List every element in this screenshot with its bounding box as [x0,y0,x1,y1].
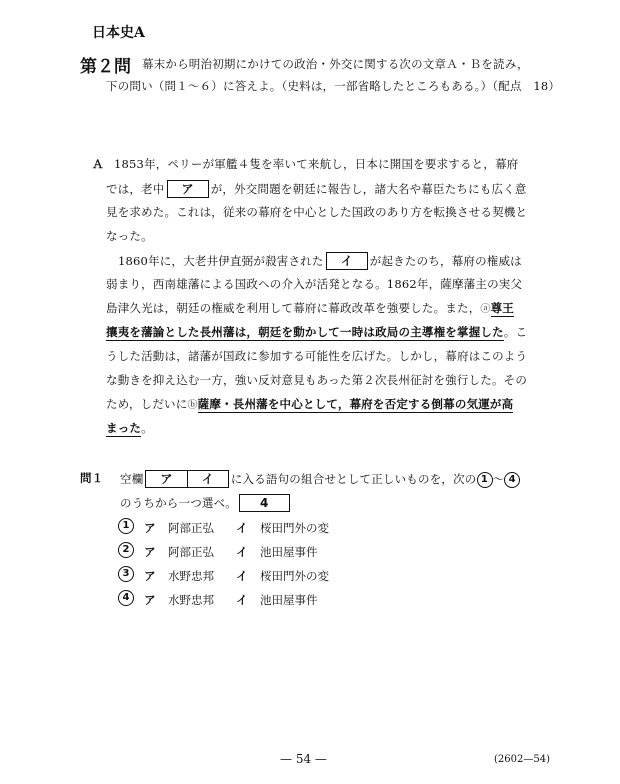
passage-line-10: な動きを抑え込む一方，強い反対意見もあった第２次長州征討を強行した。その [106,373,528,387]
option-number: 4 [118,590,134,606]
underlined-text-b-2: まった [106,421,142,435]
option-value-a: 阿部正弘 [168,521,214,535]
question-intro-2: 下の問い（問１～６）に答えよ。（史料は，一部省略したところもある。）（配点 18） [106,79,561,93]
passage-line-5b: が起きたのち，幕府の権威は [369,254,522,268]
passage-line-7 [106,300,514,316]
subject-header: 日本史A [92,25,145,41]
option-number: 3 [118,566,134,582]
q1-box-a: ア [145,470,187,488]
blank-box-i: イ [326,252,368,270]
passage-line-11 [106,396,513,412]
page-number: — 54 — [280,752,327,766]
option-key-a: ア [144,593,156,607]
option-value-a: 水野忠邦 [168,593,214,607]
passage-line-5a: 1860年に，大老井伊直弼が殺害された [118,254,324,268]
q1-stem-line-1 [120,470,520,488]
option-key-i: イ [236,521,248,535]
passage-line-2 [106,180,527,198]
option-key-i: イ [236,569,248,583]
passage-marker: Ａ [92,157,104,171]
option-value-i: 桜田門外の変 [260,521,329,535]
option-key-a: ア [144,521,156,535]
option-key-i: イ [236,545,248,559]
option-number: 2 [118,542,134,558]
option-value-i: 池田屋事件 [260,593,318,607]
answer-box: 4 [239,494,290,512]
passage-line-4: なった。 [106,229,153,243]
underlined-text-a-2: 攘夷を藩論とした長州藩は，朝廷を動かして一時は政局の主導権を掌握した [106,325,504,339]
option-key-a: ア [144,569,156,583]
option-key-i: イ [236,593,248,607]
circled-number-4: 4 [504,472,520,488]
passage-line-3: 見を求めた。これは，従来の幕府を中心とした国政のあり方を転換させる契機と [106,205,528,219]
passage-line-1: 1853年，ペリーが軍艦４隻を率いて来航し，日本に開国を要求すると，幕府 [114,157,519,171]
passage-line-12 [106,420,153,436]
passage-line-11a: ため，しだいに [106,397,188,411]
q1-text-b: に入る語句の組合せとして正しいものを，次の [230,472,477,486]
q1-tilde: ～ [492,472,505,486]
passage-line-12b: 。 [141,421,153,435]
underlined-text-b-1: 薩摩・長州藩を中心として，幕府を否定する倒幕の気運が高 [197,397,514,411]
question-intro-1: 幕末から明治初期にかけての政治・外交に関する次の文章Ａ・Ｂを読み， [142,57,529,71]
underlined-text-a-1: 尊王 [490,301,515,315]
option-number: 1 [118,518,134,534]
passage-line-9: うした活動は，諸藩が国政に参加する可能性を広げた。しかし，幕府はこのよう [106,349,528,363]
q1-box-i: イ [187,470,229,488]
q1-label: 問１ [80,471,104,485]
passage-line-6: 弱まり，西南雄藩による国政への介入が活発となる。1862年，薩摩藩主の実父 [106,277,523,291]
q1-stem-line-2 [120,494,292,512]
option-value-a: 阿部正弘 [168,545,214,559]
passage-line-5 [118,252,522,270]
passage-line-8 [106,324,527,340]
passage-line-2b: が，外交問題を朝廷に報告し，諸大名や幕臣たちにも広く意 [210,182,527,196]
page-code: (2602—54) [494,754,550,765]
passage-line-8b: 。こ [503,325,528,339]
option-value-i: 池田屋事件 [260,545,318,559]
option-value-i: 桜田門外の変 [260,569,329,583]
underline-mark-b: ⓑ [187,400,198,411]
passage-line-2a: では，老中 [106,182,165,196]
blank-box-a: ア [167,180,209,198]
circled-number-1: 1 [477,472,493,488]
q1-text-line2: のうちから一つ選べ。 [120,496,237,510]
question-label: 第２問 [80,57,131,77]
option-key-a: ア [144,545,156,559]
underline-mark-a: ⓐ [480,304,491,315]
q1-text-a: 空欄 [120,472,144,486]
option-value-a: 水野忠邦 [168,569,214,583]
passage-line-7a: 島津久光は，朝廷の権威を利用して幕府に幕政改革を強要した。また， [106,301,481,315]
